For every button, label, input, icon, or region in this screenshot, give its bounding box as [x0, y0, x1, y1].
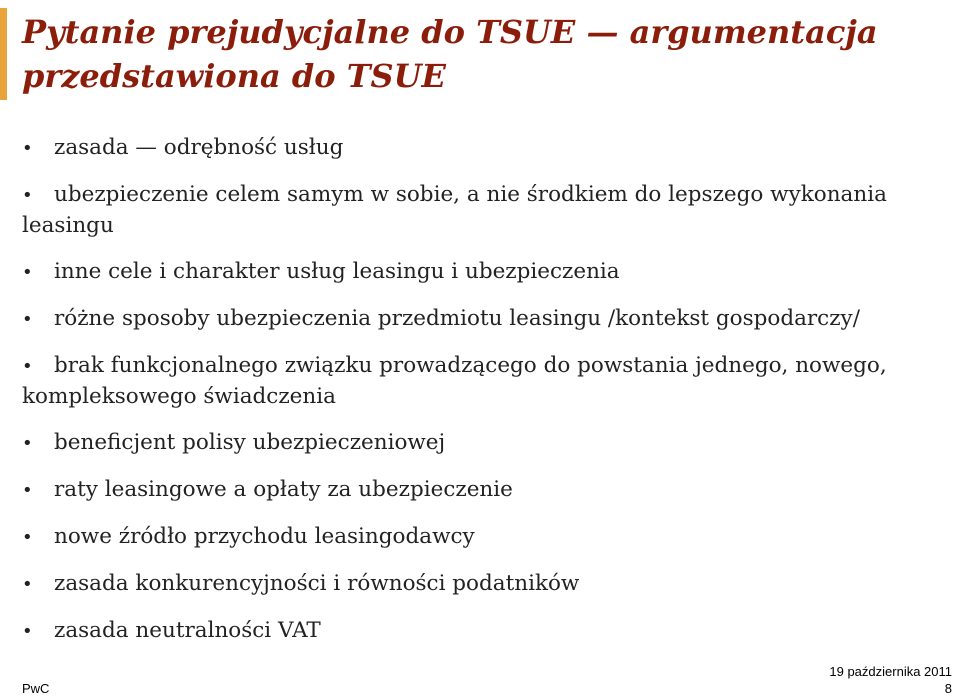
title-accent-bar — [0, 8, 7, 100]
bullet-item — [22, 616, 947, 647]
bullet-text: nowe źródło przychodu leasingodawcy — [54, 524, 475, 549]
bullet-dot-icon: • — [22, 480, 33, 501]
bullet-text: inne cele i charakter usług leasingu i ubezpieczenia — [54, 259, 620, 284]
bullet-item — [22, 180, 947, 241]
bullet-dot-icon: • — [22, 138, 33, 159]
bullet-text: zasada — odrębność usług — [54, 135, 344, 160]
bullet-dot-icon: • — [22, 185, 33, 206]
bullet-text: zasada konkurencyjności i równości podatników — [54, 571, 580, 596]
bullet-item — [22, 522, 947, 553]
bullet-text: raty leasingowe a opłaty za ubezpieczenie — [54, 477, 513, 502]
footer-meta — [829, 663, 952, 697]
bullet-text: różne sposoby ubezpieczenia przedmiotu leasingu /kontekst gospodarczy/ — [54, 306, 860, 331]
page-number: 8 — [944, 681, 952, 696]
bullet-dot-icon: • — [22, 574, 33, 595]
footer-brand: PwC — [22, 681, 50, 696]
bullet-text: ubezpieczenie celem samym w sobie, a nie środkiem do lepszego wykonania leasingu — [22, 182, 887, 238]
bullet-text: brak funkcjonalnego związku prowadzącego do powstania jednego, nowego, kompleksowego świadczenia — [22, 353, 887, 409]
bullet-item — [22, 133, 947, 164]
bullet-item — [22, 428, 947, 459]
bullet-dot-icon: • — [22, 262, 33, 283]
bullet-item — [22, 257, 947, 288]
bullet-dot-icon: • — [22, 356, 33, 377]
slide-title: Pytanie prejudycjalne do TSUE — argumentacja przedstawiona do TSUE — [22, 13, 878, 95]
bullet-item — [22, 569, 947, 600]
bullet-item — [22, 304, 947, 335]
bullet-item — [22, 475, 947, 506]
bullet-list — [22, 133, 947, 663]
footer-date: 19 października 2011 — [829, 664, 952, 679]
bullet-dot-icon: • — [22, 433, 33, 454]
bullet-dot-icon: • — [22, 621, 33, 642]
bullet-text: zasada neutralności VAT — [54, 618, 321, 643]
bullet-text: beneficjent polisy ubezpieczeniowej — [54, 430, 446, 455]
bullet-item — [22, 351, 947, 412]
bullet-dot-icon: • — [22, 309, 33, 330]
bullet-dot-icon: • — [22, 527, 33, 548]
